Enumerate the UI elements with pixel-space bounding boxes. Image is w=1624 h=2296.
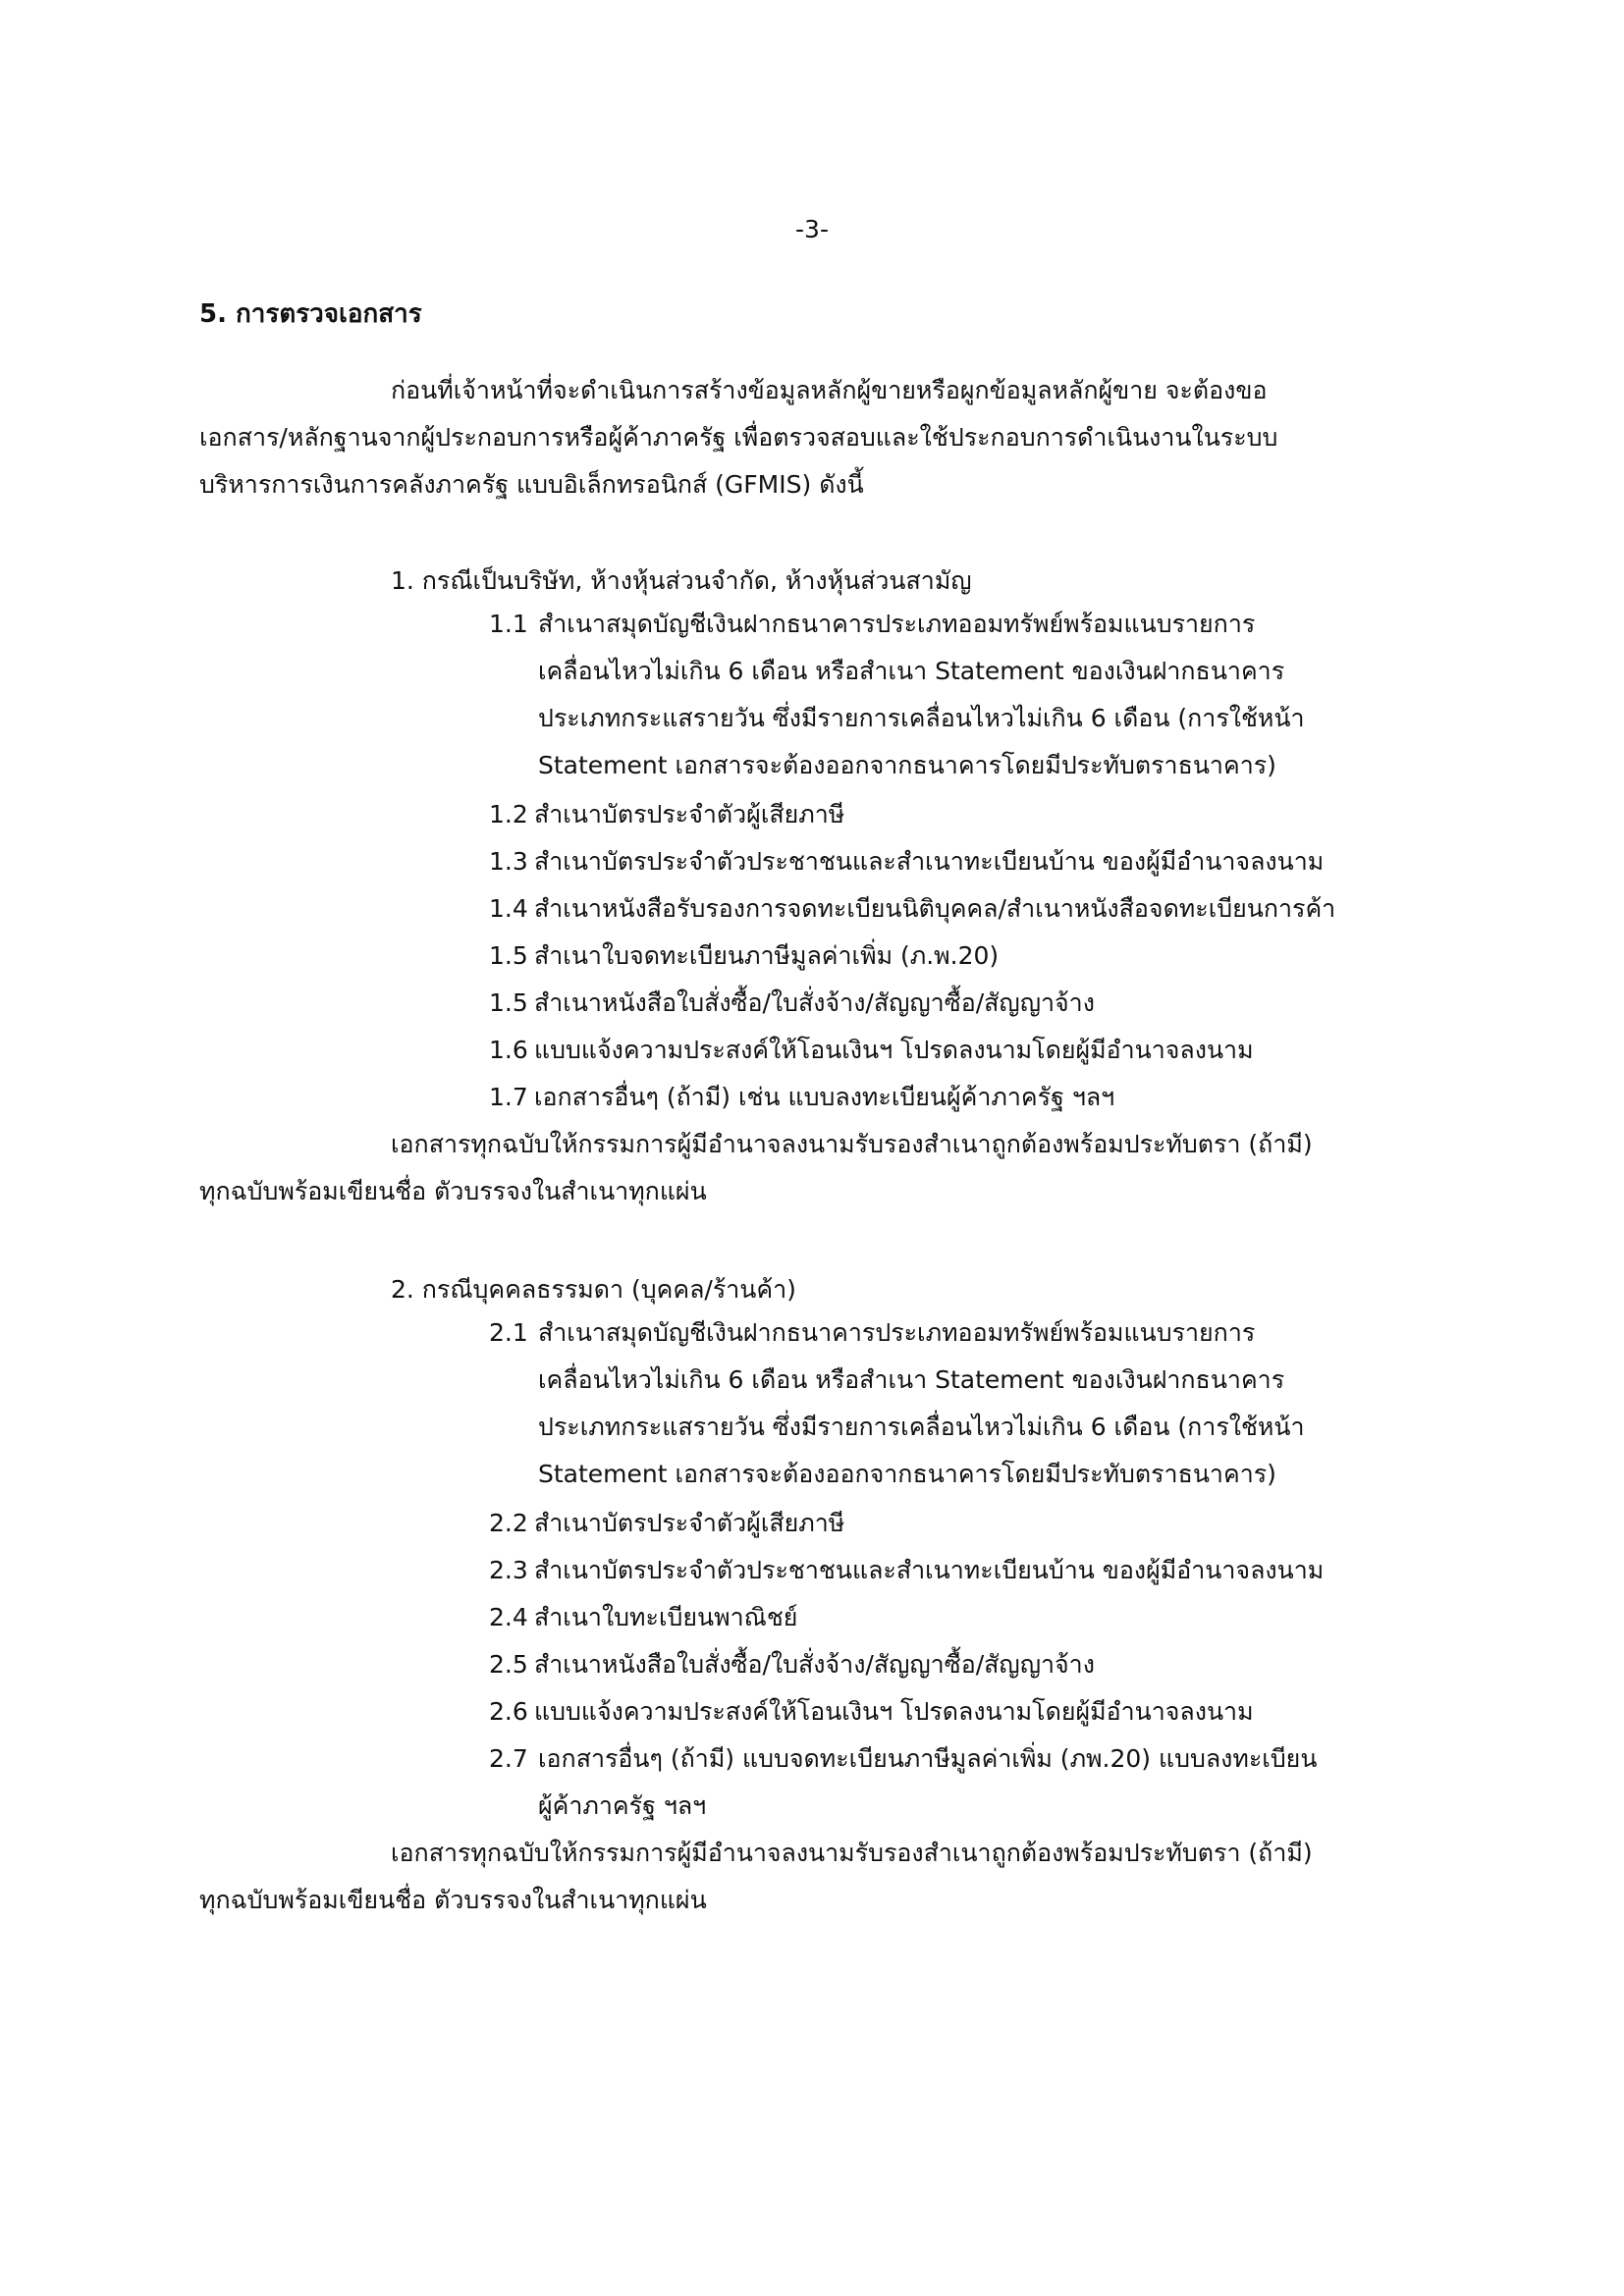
list-item-text: สำเนาใบจดทะเบียนภาษีมูลค่าเพิ่ม (ภ.พ.20) — [534, 941, 1000, 970]
list-item-text: สำเนาหนังสือรับรองการจดทะเบียนนิติบุคคล/สำเนาหนังสือจดทะเบียนการค้า — [534, 894, 1336, 923]
list-item-text: สำเนาบัตรประจำตัวประชาชนและสำเนาทะเบียนบ้าน ของผู้มีอำนาจลงนาม — [534, 1556, 1325, 1584]
list-item-number: 1.2 — [489, 800, 528, 828]
list-item — [489, 838, 1324, 885]
list-item-number: 2.5 — [489, 1650, 528, 1679]
list-item-number: 1.4 — [489, 894, 528, 923]
list-item-text: เอกสารอื่นๆ (ถ้ามี) เช่น แบบลงทะเบียนผู้ค้าภาครัฐ ฯลฯ — [534, 1083, 1115, 1111]
list-item-text: สำเนาบัตรประจำตัวประชาชนและสำเนาทะเบียนบ้าน ของผู้มีอำนาจลงนาม — [534, 847, 1325, 876]
list-item-number: 2.4 — [489, 1603, 528, 1631]
list-item — [489, 1074, 1114, 1121]
case1-note-line: ทุกฉบับพร้อมเขียนชื่อ ตัวบรรจงในสำเนาทุกแผ่น — [199, 1177, 707, 1205]
intro-line: เอกสาร/หลักฐานจากผู้ประกอบการหรือผู้ค้าภาครัฐ เพื่อตรวจสอบและใช้ประกอบการดำเนินงานในระบบ — [199, 423, 1278, 452]
list-item-text: สำเนาหนังสือใบสั่งซื้อ/ใบสั่งจ้าง/สัญญาซื้อ/สัญญาจ้าง — [534, 988, 1095, 1017]
list-item-number: 1.6 — [489, 1036, 528, 1064]
list-item-text: สำเนาบัตรประจำตัวผู้เสียภาษี — [534, 800, 845, 828]
list-item-text: สำเนาสมุดบัญชีเงินฝากธนาคารประเภทออมทรัพย์พร้อมแนบรายการ — [538, 1318, 1256, 1347]
list-item-number: 2.2 — [489, 1509, 528, 1537]
list-item — [489, 1688, 1254, 1735]
case2-note-line: ทุกฉบับพร้อมเขียนชื่อ ตัวบรรจงในสำเนาทุกแผ่น — [199, 1886, 707, 1914]
case1-note-line: เอกสารทุกฉบับให้กรรมการผู้มีอำนาจลงนามรับรองสำเนาถูกต้องพร้อมประทับตรา (ถ้ามี) — [391, 1130, 1313, 1158]
list-item — [489, 1641, 1095, 1688]
list-item-number: 2.3 — [489, 1556, 528, 1584]
list-item-text: เคลื่อนไหวไม่เกิน 6 เดือน หรือสำเนา Statement ของเงินฝากธนาคาร — [538, 1365, 1285, 1394]
list-item-number: 2.7 — [489, 1744, 528, 1773]
list-item-text: แบบแจ้งความประสงค์ให้โอนเงินฯ โปรดลงนามโดยผู้มีอำนาจลงนาม — [534, 1697, 1254, 1726]
list-item — [489, 933, 999, 980]
list-item — [489, 791, 844, 838]
list-item-text: แบบแจ้งความประสงค์ให้โอนเงินฯ โปรดลงนามโดยผู้มีอำนาจลงนาม — [534, 1036, 1254, 1064]
list-item-number: 1.3 — [489, 847, 528, 876]
intro-line: บริหารการเงินการคลังภาครัฐ แบบอิเล็กทรอนิกส์ (GFMIS) ดังนี้ — [199, 470, 864, 499]
list-item-text: ผู้ค้าภาครัฐ ฯลฯ — [538, 1791, 707, 1820]
list-item-number: 2.6 — [489, 1697, 528, 1726]
list-item-text: ประเภทกระแสรายวัน ซึ่งมีรายการเคลื่อนไหวไม่เกิน 6 เดือน (การใช้หน้า — [538, 1413, 1305, 1441]
list-item-text: เคลื่อนไหวไม่เกิน 6 เดือน หรือสำเนา Statement ของเงินฝากธนาคาร — [538, 657, 1285, 685]
list-item-text: สำเนาบัตรประจำตัวผู้เสียภาษี — [534, 1509, 845, 1537]
case1-title: 1. กรณีเป็นบริษัท, ห้างหุ้นส่วนจำกัด, ห้างหุ้นส่วนสามัญ — [391, 566, 972, 595]
intro-line: ก่อนที่เจ้าหน้าที่จะดำเนินการสร้างข้อมูลหลักผู้ขายหรือผูกข้อมูลหลักผู้ขาย จะต้องขอ — [391, 376, 1268, 404]
list-item-number: 1.5 — [489, 988, 528, 1017]
list-item-text: เอกสารอื่นๆ (ถ้ามี) แบบจดทะเบียนภาษีมูลค่าเพิ่ม (ภพ.20) แบบลงทะเบียน — [538, 1744, 1318, 1773]
list-item-text: Statement เอกสารจะต้องออกจากธนาคารโดยมีประทับตราธนาคาร) — [538, 751, 1276, 779]
list-item-text: สำเนาใบทะเบียนพาณิชย์ — [534, 1603, 798, 1631]
list-item-text: สำเนาหนังสือใบสั่งซื้อ/ใบสั่งจ้าง/สัญญาซื้อ/สัญญาจ้าง — [534, 1650, 1095, 1679]
page-number: -3- — [795, 215, 829, 243]
list-item-number: 1.1 — [489, 610, 528, 638]
list-item — [489, 1027, 1254, 1074]
list-item-number: 1.7 — [489, 1083, 528, 1111]
case2-note-line: เอกสารทุกฉบับให้กรรมการผู้มีอำนาจลงนามรับรองสำเนาถูกต้องพร้อมประทับตรา (ถ้ามี) — [391, 1839, 1313, 1867]
section-heading: 5. การตรวจเอกสาร — [199, 299, 422, 329]
list-item — [489, 885, 1335, 933]
list-item — [489, 1594, 797, 1641]
list-item-text: สำเนาสมุดบัญชีเงินฝากธนาคารประเภทออมทรัพย์พร้อมแนบรายการ — [538, 610, 1256, 638]
list-item-text: ประเภทกระแสรายวัน ซึ่งมีรายการเคลื่อนไหวไม่เกิน 6 เดือน (การใช้หน้า — [538, 704, 1305, 732]
list-item-text: Statement เอกสารจะต้องออกจากธนาคารโดยมีประทับตราธนาคาร) — [538, 1460, 1276, 1488]
list-item — [489, 980, 1095, 1027]
list-item — [489, 1500, 844, 1547]
list-item-number: 2.1 — [489, 1318, 528, 1347]
case2-title: 2. กรณีบุคคลธรรมดา (บุคคล/ร้านค้า) — [391, 1275, 796, 1304]
list-item-number: 1.5 — [489, 941, 528, 970]
list-item — [489, 1547, 1324, 1594]
